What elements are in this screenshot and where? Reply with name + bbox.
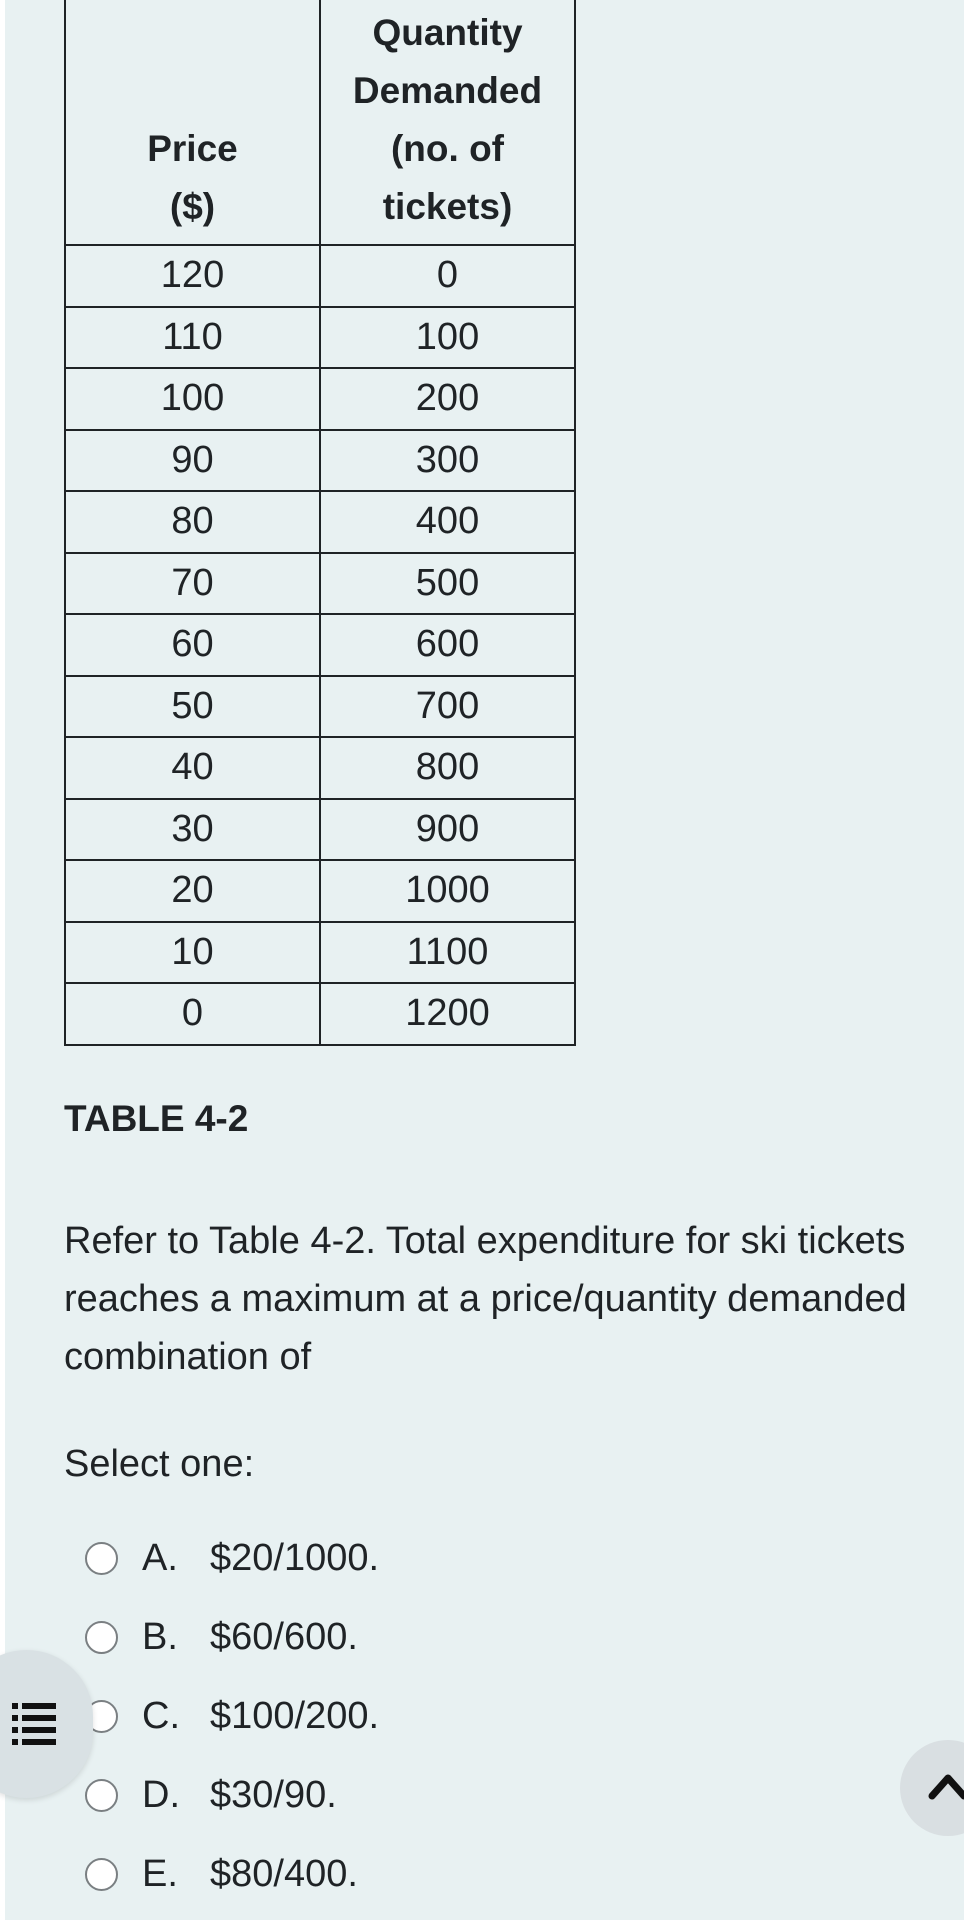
quantity-cell: 1000: [320, 860, 575, 922]
option-text: $60/600.: [210, 1615, 358, 1658]
quantity-cell: 600: [320, 614, 575, 676]
option-letter: A.: [142, 1536, 178, 1579]
quantity-cell: 1200: [320, 983, 575, 1045]
price-cell: 10: [65, 922, 320, 984]
demand-schedule-table: [64, 0, 576, 1046]
price-cell: 90: [65, 430, 320, 492]
list-index-icon: [12, 1703, 56, 1745]
radio-button[interactable]: [85, 1779, 118, 1812]
price-cell: 120: [65, 245, 320, 307]
option-text: $80/400.: [210, 1852, 358, 1895]
quiz-content-area: [5, 0, 964, 1920]
chevron-up-icon: [928, 1770, 964, 1800]
quantity-cell: 800: [320, 737, 575, 799]
table-row: [65, 799, 575, 861]
price-cell: 50: [65, 676, 320, 738]
table-row: [65, 737, 575, 799]
table-caption: TABLE 4-2: [64, 1098, 249, 1139]
price-cell: 30: [65, 799, 320, 861]
table-row: [65, 860, 575, 922]
quantity-cell: 100: [320, 307, 575, 369]
table-row: [65, 430, 575, 492]
table-row: [65, 368, 575, 430]
table-row: [65, 676, 575, 738]
price-column-header: [65, 0, 320, 245]
option-text: $20/1000.: [210, 1536, 380, 1579]
price-cell: 20: [65, 860, 320, 922]
table-header-row: [65, 0, 575, 245]
radio-button[interactable]: [85, 1858, 118, 1891]
header-line: Demanded: [352, 70, 543, 111]
table-row: [65, 553, 575, 615]
quantity-cell: 900: [320, 799, 575, 861]
price-cell: 80: [65, 491, 320, 553]
price-cell: 100: [65, 368, 320, 430]
table-row: [65, 491, 575, 553]
header-line: ($): [169, 186, 216, 227]
header-line: (no. of: [390, 128, 504, 169]
option-letter: B.: [142, 1615, 178, 1658]
quantity-cell: 300: [320, 430, 575, 492]
option-letter: C.: [142, 1694, 180, 1737]
answer-option-b[interactable]: [85, 1607, 358, 1667]
header-line: Quantity: [372, 12, 523, 53]
option-letter: D.: [142, 1773, 180, 1816]
quantity-cell: 500: [320, 553, 575, 615]
header-line: tickets): [382, 186, 513, 227]
quantity-column-header: [320, 0, 575, 245]
table-row: [65, 245, 575, 307]
quantity-cell: 200: [320, 368, 575, 430]
table-row: [65, 307, 575, 369]
price-cell: 70: [65, 553, 320, 615]
price-cell: 40: [65, 737, 320, 799]
quantity-cell: 400: [320, 491, 575, 553]
option-letter: E.: [142, 1852, 178, 1895]
price-cell: 0: [65, 983, 320, 1045]
radio-button[interactable]: [85, 1542, 118, 1575]
option-text: $100/200.: [210, 1694, 380, 1737]
table-row: [65, 922, 575, 984]
quantity-cell: 1100: [320, 922, 575, 984]
answer-option-c[interactable]: [85, 1686, 379, 1746]
radio-button[interactable]: [85, 1621, 118, 1654]
answer-option-e[interactable]: [85, 1844, 358, 1904]
option-text: $30/90.: [210, 1773, 337, 1816]
select-one-prompt: Select one:: [64, 1443, 255, 1485]
quantity-cell: 0: [320, 245, 575, 307]
table-row: [65, 614, 575, 676]
price-cell: 60: [65, 614, 320, 676]
price-cell: 110: [65, 307, 320, 369]
header-line: Price: [147, 128, 238, 169]
table-row: [65, 983, 575, 1045]
answer-option-d[interactable]: [85, 1765, 337, 1825]
quantity-cell: 700: [320, 676, 575, 738]
answer-option-a[interactable]: [85, 1528, 379, 1588]
question-text: Refer to Table 4-2. Total expenditure for ski tickets reaches a maximum at a price/quantity demanded combination of: [64, 1220, 907, 1378]
